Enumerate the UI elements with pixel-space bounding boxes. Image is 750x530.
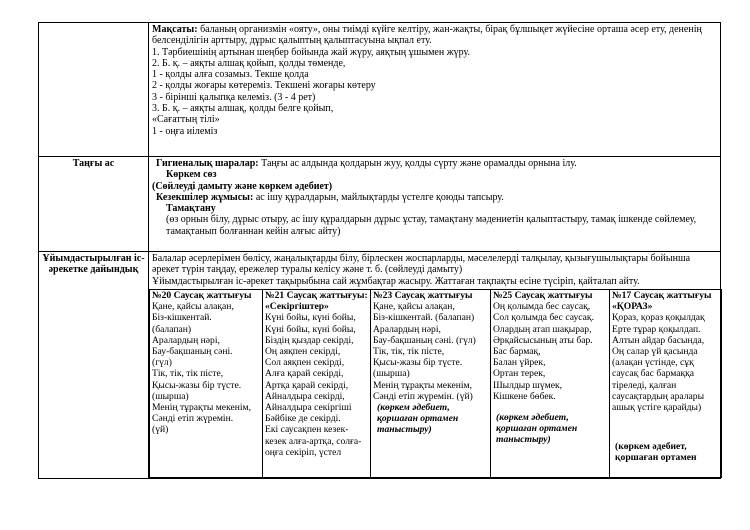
exercise-line: (үй) <box>152 424 169 436</box>
exercise-line: Бау-бақшаның сәні. (гүл) <box>373 334 476 346</box>
goal-line: 1 - қолды алға созамыз. Текше қолда <box>152 69 309 81</box>
activity-intro-line: Ұйымдастырылған іс-әрекет тақырыбына сай жұмбақтар жасыру. Жаттаған тақпақты есіне түсіріп, қайталап айту. <box>152 275 640 287</box>
art-word-heading: Көркем сөз <box>166 169 217 181</box>
goal-line: «Сағаттың тілі» <box>152 114 220 126</box>
exercise-line: Олардың атап шақырар, <box>493 323 592 335</box>
exercise-line: Біз-кішкентай. <box>152 312 212 324</box>
exercise-line: Оң салар үй қасында <box>612 345 698 357</box>
hygiene-label: Гигиеналық шаралар: <box>156 158 259 169</box>
goal-line: 2. Б. қ. – аяқты алшақ қойып, қолды төменде, <box>152 57 346 69</box>
exercise-line: Қораз, қораз қоқылдақ <box>612 312 705 324</box>
row-label: Таңғы ас <box>39 157 149 252</box>
spacer <box>493 402 607 412</box>
eating-text: (өз орнын білу, дұрыс отыру, ас ішу құралдарын дұрыс ұстау, тамақтану мәдениетін қалыптастыру, тамақ ішкенде сөйлемеу, тамақтанып болғаннан кейін алғыс айту) <box>166 214 697 237</box>
exercise-line: Қысы-жазы бір түсте. <box>152 379 242 391</box>
eating-heading: Тамақтану <box>166 203 216 215</box>
exercise-line: Сол аяқпен секірді, <box>265 357 345 369</box>
goal-text: баланың организмін «ояту», оны тиімді күйге келтіру, жан-жақты, бірақ бұлшықет жүйесіне орташа әсер ету, дененің белсенділігін арттыру, дұрыс қалыптың қалыптасуына ықпал ету. <box>152 24 702 47</box>
exercise-line: Бау-бақшаның сәні. <box>152 345 233 357</box>
goal-paragraph <box>152 24 717 47</box>
schedule-table <box>38 22 721 479</box>
exercise-title: №23 Саусақ жаттығуы <box>373 289 473 301</box>
exercise-line: Бас бармақ, <box>493 345 541 357</box>
exercise-line: Қане, қайсы алақан, <box>152 301 234 313</box>
exercise-line: Әрқайсысының аты бар. <box>493 334 593 346</box>
exercise-line: Менің тұрақты мекенім, <box>373 379 473 391</box>
goal-line: 3. Б. қ. – аяқты алшақ, қолды белге қойып, <box>152 103 334 115</box>
exercise-title: №21 Саусақ жаттығуы: «Секіргіштер» <box>265 289 368 313</box>
goal-label: Мақсаты: <box>152 24 198 35</box>
exercise-line: Алтын айдар басында, <box>612 334 705 346</box>
goal-line: 1 - оңға иілеміз <box>152 125 218 137</box>
exercise-line: Ерте тұрар қоқылдап. <box>612 323 701 335</box>
exercise-line: Бәйбіке де секірді. <box>265 413 341 425</box>
table-row <box>39 23 721 157</box>
exercise-line: Сәнді етіп жүремін. <box>152 413 234 425</box>
exercise-line: Тік, тік, тік пісте, <box>152 368 224 380</box>
exercise-line: Күні бойы, күні бойы, <box>265 312 356 324</box>
exercise-column <box>150 289 263 477</box>
exercise-line: Сол қолымда бес саусақ. <box>493 312 594 324</box>
exercise-title: №17 Саусақ жаттығуы «ҚОРАЗ» <box>612 289 712 313</box>
table-row <box>39 157 721 252</box>
exercise-line: Тік, тік, тік пісте, <box>373 345 445 357</box>
exercise-column <box>491 289 610 477</box>
exercise-line: Қане, қайсы алақан, <box>373 301 455 313</box>
exercise-line: Айналдыра секіргіші <box>265 401 352 413</box>
exercise-column <box>371 289 491 477</box>
duty-line <box>152 192 717 203</box>
exercise-column <box>610 289 722 477</box>
exercise-line: Екі саусақпен кезек-кезек алға-артқа, солға-оңға секіріп, үстел <box>265 424 362 458</box>
duty-label: Кезекшілер жұмысы: <box>156 191 254 203</box>
art-word-subheading: (Сөйлеуді дамыту және көркем әдебиет) <box>152 180 333 192</box>
goal-line: 3 - бірінші қалыпқа келеміз. (3 - 4 рет) <box>152 91 316 103</box>
activity-intro <box>149 252 720 288</box>
exercise-line: Күні бойы, күні бойы, <box>265 323 356 335</box>
activity-intro-line: Балалар әсерлерімен бөлісу, жаңалықтарды білу, бірлескен жоспарларды, мәселелерді талқылау, қызығушылықтары бойынша әрекет түрін таңдау, ережелер туралы келісу және т. б. (сөйлеуді дамыту) <box>152 253 691 276</box>
exercise-line: Аралардың нәрі, <box>373 323 441 335</box>
exercise-line: Кішкене бөбек. <box>493 390 556 402</box>
exercise-line: Оң аяқпен секірді, <box>265 345 341 357</box>
hygiene-text: Таңғы ас алдында қолдарын жуу, қолды сүрту және орамалды орнына ілу. <box>258 158 577 169</box>
exercise-title: №25 Саусақ жаттығуы <box>493 289 593 301</box>
exercise-line: Оң қолымда бес саусақ, <box>493 301 591 313</box>
exercise-line: (балапан) <box>152 323 192 335</box>
exercise-line: Шылдыр шүмек, <box>493 379 563 391</box>
exercise-line: Аралардың нәрі, <box>152 334 220 346</box>
exercise-line: (шырша) <box>152 390 189 402</box>
exercise-line: Қысы-жазы бір түсте. <box>373 357 463 369</box>
hygiene-line <box>152 158 717 169</box>
goal-line: 2 - қолды жоғары көтереміз. Текшені жоғары көтеру <box>152 80 376 92</box>
schedule-page <box>38 22 720 530</box>
breakfast-cell <box>149 157 721 252</box>
exercise-footer: (көркем әдебиет, қоршаған ортамен таныстыру) <box>496 411 578 446</box>
exercise-line: Артқа қарай секірді, <box>265 379 349 391</box>
row-label: Ұйымдастырылған іс-әрекетке дайындық <box>39 252 149 479</box>
goal-line: 1. Тәрбиешінің артынан шеңбер бойында жай жүру, аяқтың ұшымен жүру. <box>152 46 470 58</box>
exercise-footer: (көркем әдебиет, қоршаған ортамен таныстыру) <box>377 401 459 436</box>
table-row <box>39 252 721 479</box>
finger-exercise-table <box>149 289 722 478</box>
exercise-line: Біз-кішкентай. (балапан) <box>373 312 475 324</box>
activity-cell <box>149 252 721 479</box>
exercise-line: (шырша) <box>373 368 410 380</box>
exercise-column <box>263 289 371 477</box>
goal-cell <box>149 23 721 157</box>
exercise-line: Ортан терек, <box>493 368 546 380</box>
exercise-line: (гүл) <box>152 357 172 369</box>
empty-label-cell <box>39 23 149 157</box>
exercise-line: Сәнді етіп жүремін. (үй) <box>373 390 473 402</box>
duty-text: ас ішу құралдарын, майлықтарды үстелге қоюды тапсыру. <box>253 191 504 203</box>
exercise-line: Біздің қыздар секірді, <box>265 334 354 346</box>
exercise-line: Менің тұрақты мекенім, <box>152 401 252 413</box>
exercise-line: Балан үйрек, <box>493 357 546 369</box>
spacer <box>612 413 719 441</box>
exercise-footer: (көркем әдебиет, қоршаған ортамен <box>615 441 697 464</box>
exercise-line: Алға қарай секірді, <box>265 368 344 380</box>
exercise-line: Айналдыра секірді, <box>265 390 345 402</box>
exercise-line: (алақан үстінде, сұқ саусақ бас бармаққа тіреледі, қалған саусақтардың аралары ашық үстіге қарайды) <box>612 357 705 413</box>
exercise-title: №20 Саусақ жаттығуы <box>152 289 252 301</box>
